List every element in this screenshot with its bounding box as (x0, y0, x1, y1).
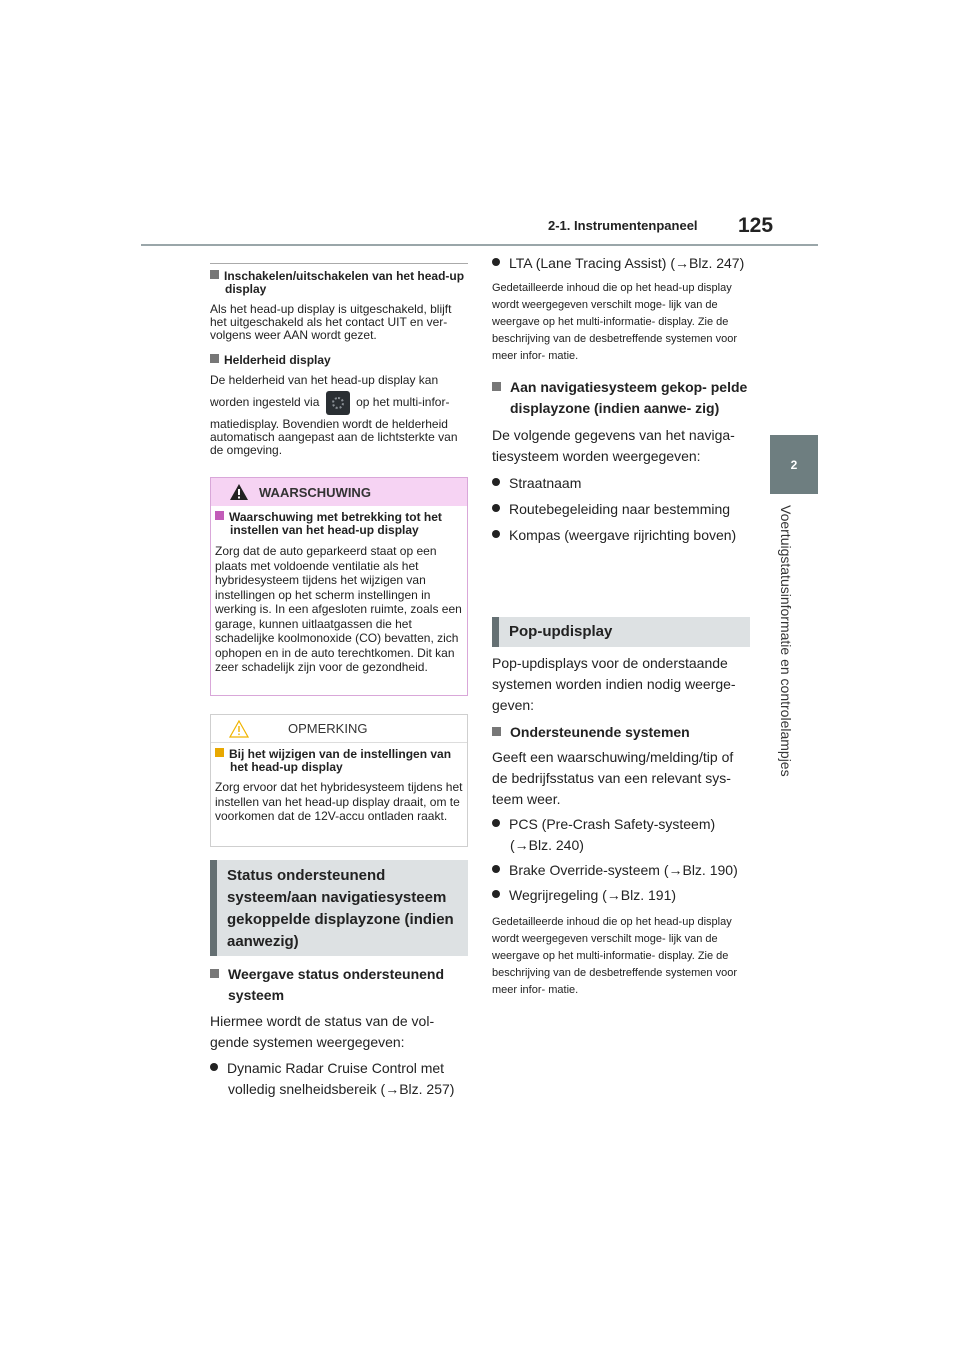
settings-gear-icon (326, 391, 350, 415)
bullet-dot-icon (492, 530, 500, 538)
note-header (211, 715, 467, 743)
chapter-tab (770, 435, 818, 494)
square-bullet-icon (210, 270, 219, 279)
paragraph: De helderheid van het head-up display kan worden ingesteld via op het multi-infor- matiedisplay. Bovendien wordt de helderheid automatisch aangepast aan de lichtsterkte van de omgeving. (210, 373, 458, 457)
paragraph: De volgende gegevens van het naviga- tiesysteem worden weergegeven: (492, 427, 735, 464)
detail-note: Gedetailleerde inhoud die op het head-up display wordt weergegeven verschilt moge- lijk van de weergave op het multi-informatie- display. Zie de beschrijving van de desbetreffende systemen voor meer infor- matie. (492, 916, 737, 996)
section-heading-popup: Pop-updisplay (492, 617, 750, 647)
bullet-dot-icon (492, 258, 500, 266)
warning-header (211, 478, 467, 506)
list-item: LTA (Lane Tracing Assist) (→Blz. 247) (492, 253, 750, 274)
header-rule (141, 244, 818, 246)
subsection-heading: Inschakelen/uitschakelen van het head-up display (210, 270, 468, 296)
warning-label: WAARSCHUWING (259, 485, 371, 500)
square-bullet-icon (492, 382, 501, 391)
bullet-dot-icon (492, 890, 500, 898)
square-bullet-icon (492, 727, 501, 736)
paragraph: Geeft een waarschuwing/melding/tip of de bedrijfsstatus van een relevant sys- teem weer. (492, 749, 734, 807)
paragraph: Hiermee wordt de status van de vol- gende systemen weergegeven: (210, 1013, 435, 1050)
list-item: Brake Override-systeem (→Blz. 190) (492, 860, 750, 881)
warning-text: Zorg dat de auto geparkeerd staat op een plaats met voldoende ventilatie als het hybridesysteem tijdens het wijzigen van instellingen op het scherm instellingen in werking is. In een afgesloten ruimte, zoals een garage, kunnen uitlaatgassen die het schadelijke koolmonoxide (CO) bevatten, zich ophopen en in de auto terechtkomen. Dit kan zeer schadelijk zijn voor de gezondheid. (215, 544, 462, 674)
note-title: Bij het wijzigen van de instellingen van het head-up display (215, 748, 463, 774)
subsection-heading: Aan navigatiesysteem gekop- pelde displayzone (indien aanwe- zig) (492, 377, 750, 419)
list-item: Straatnaam (492, 473, 750, 493)
square-bullet-icon (215, 511, 224, 520)
paragraph: Pop-updisplays voor de onderstaande systemen worden indien nodig weerge- geven: (492, 655, 736, 713)
list-item: PCS (Pre-Crash Safety-systeem) (→Blz. 240) (492, 814, 750, 856)
warning-triangle-icon (229, 483, 249, 501)
section-heading-status: Status ondersteunend systeem/aan navigatiesysteem gekoppelde displayzone (indien aanwezig) (210, 860, 468, 956)
subsection-heading: Ondersteunende systemen (492, 722, 750, 743)
caution-triangle-icon (229, 720, 249, 738)
bullet-dot-icon (492, 478, 500, 486)
top-divider (210, 263, 468, 264)
paragraph: Als het head-up display is uitgeschakeld, blijft het uitgeschakeld als het contact UIT en ver- volgens weer AAN wordt gezet. (210, 302, 452, 342)
section-title: 2-1. Instrumentenpaneel (548, 218, 698, 233)
right-column (492, 253, 750, 545)
subsection-heading: Weergave status ondersteunend systeem (210, 964, 468, 1006)
list-item: Kompas (weergave rijrichting boven) (492, 525, 750, 545)
subsection-heading: Helderheid display (210, 354, 468, 367)
list-item: Wegrijregeling (→Blz. 191) (492, 885, 750, 906)
list-item: Dynamic Radar Cruise Control met volledig snelheidsbereik (→Blz. 257) (210, 1058, 468, 1100)
left-status (210, 964, 468, 1100)
bullet-dot-icon (210, 1063, 218, 1071)
square-bullet-icon (210, 354, 219, 363)
chapter-title: Voertuigstatusinformatie en controlelampjes (778, 505, 794, 777)
note-content (215, 748, 463, 824)
bullet-dot-icon (492, 504, 500, 512)
detail-note: Gedetailleerde inhoud die op het head-up display wordt weergegeven verschilt moge- lijk van de weergave op het multi-informatie- display. Zie de beschrijving van de desbetreffende systemen voor meer infor- matie. (492, 282, 737, 362)
square-bullet-icon (215, 748, 224, 757)
left-intro (210, 270, 468, 457)
bullet-dot-icon (492, 819, 500, 827)
warning-title: Waarschuwing met betrekking tot het instellen van het head-up display (215, 511, 463, 537)
note-label: OPMERKING (288, 721, 368, 736)
list-item: Routebegeleiding naar bestemming (492, 499, 750, 519)
note-text: Zorg ervoor dat het hybridesysteem tijdens het instellen van het head-up display draait, om te voorkomen dat de 12V-accu ontladen raakt. (215, 780, 463, 823)
warning-content (215, 511, 463, 675)
square-bullet-icon (210, 969, 219, 978)
bullet-dot-icon (492, 865, 500, 873)
chapter-number: 2 (790, 457, 798, 472)
page-number: 125 (738, 214, 774, 237)
right-column-bottom (492, 653, 750, 999)
